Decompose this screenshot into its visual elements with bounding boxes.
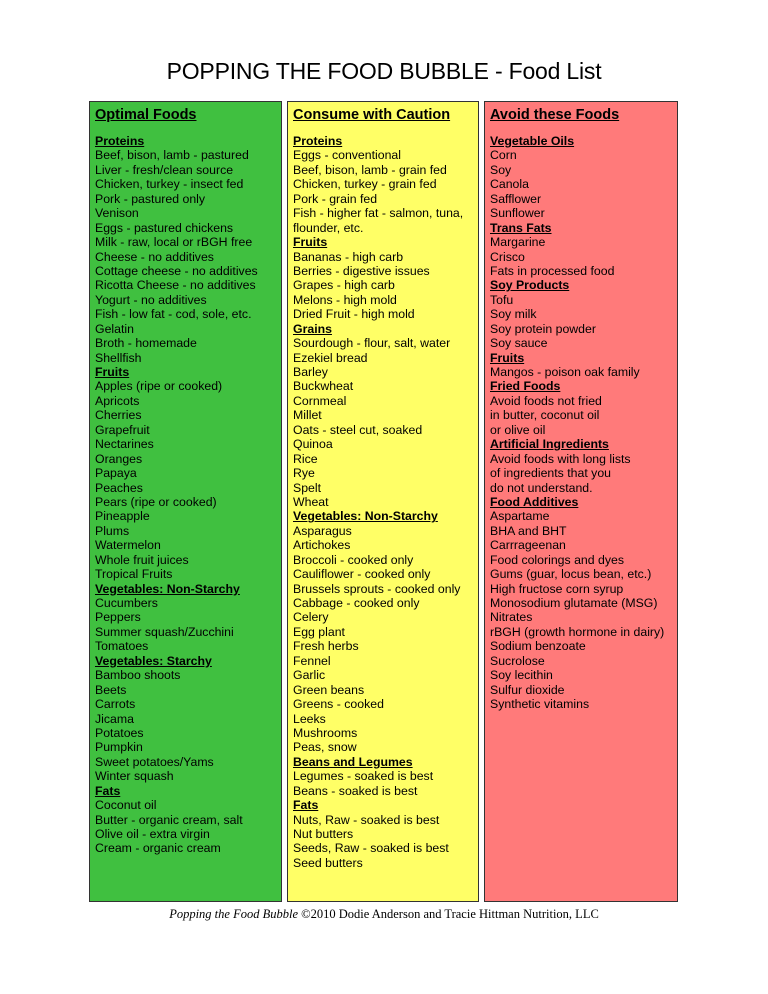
food-item: Corn	[490, 148, 517, 163]
food-item: Pork - pastured only	[95, 191, 206, 206]
food-item: Wheat	[293, 494, 329, 509]
food-item: Venison	[95, 206, 139, 221]
food-item: Tomatoes	[95, 639, 149, 654]
food-item: Sodium benzoate	[490, 639, 586, 654]
column-body-avoid	[485, 125, 677, 712]
page-title: POPPING THE FOOD BUBBLE - Food List	[166, 58, 602, 84]
food-item: Nuts, Raw - soaked is best	[293, 812, 440, 827]
food-item: Fish - low fat - cod, sole, etc.	[95, 307, 252, 322]
food-item: Sulfur dioxide	[490, 682, 565, 697]
food-item: Peaches	[95, 480, 143, 495]
food-item: Avoid foods with long lists	[490, 451, 631, 466]
food-item: Bamboo shoots	[95, 668, 181, 683]
category-heading: Fried Foods	[490, 379, 561, 394]
food-item: Sourdough - flour, salt, water	[293, 336, 451, 351]
food-item: Carrrageenan	[490, 538, 566, 553]
food-item: Apricots	[95, 393, 140, 408]
food-item: Buckwheat	[293, 379, 354, 394]
food-item: Whole fruit juices	[95, 552, 189, 567]
food-item: Crisco	[490, 249, 525, 264]
food-item: Bananas - high carb	[293, 249, 404, 264]
food-item: rBGH (growth hormone in dairy)	[490, 624, 665, 639]
food-item: Rice	[293, 451, 318, 466]
food-item: Broth - homemade	[95, 336, 197, 351]
food-item: Yogurt - no additives	[95, 292, 207, 307]
food-item: Beets	[95, 682, 127, 697]
food-item: Ezekiel bread	[293, 350, 368, 365]
food-item: Cornmeal	[293, 393, 347, 408]
food-item: Cream - organic cream	[95, 841, 221, 856]
food-item: Garlic	[293, 668, 326, 683]
food-item: Celery	[293, 610, 329, 625]
food-item: Grapes - high carb	[293, 278, 395, 293]
food-item: Chicken, turkey - grain fed	[293, 177, 437, 192]
food-item: Millet	[293, 408, 322, 423]
food-item: Barley	[293, 365, 328, 379]
food-item: Nectarines	[95, 437, 154, 452]
food-item: Eggs - pastured chickens	[95, 220, 234, 235]
food-item: in butter, coconut oil	[490, 408, 600, 423]
food-item: Sunflower	[490, 206, 545, 221]
food-item: Beans - soaked is best	[293, 783, 418, 798]
food-item: Artichokes	[293, 538, 351, 553]
food-item: Legumes - soaked is best	[293, 769, 434, 784]
food-item: Nut butters	[293, 827, 354, 841]
food-item: Peas, snow	[293, 740, 357, 755]
column-optimal-foods	[89, 101, 282, 902]
category-heading: Artificial Ingredients	[490, 437, 609, 452]
food-item: Fresh herbs	[293, 639, 359, 654]
food-item: Berries - digestive issues	[293, 263, 430, 278]
food-item: Canola	[490, 177, 529, 192]
food-item: Potatoes	[95, 725, 144, 740]
food-item: Seed butters	[293, 855, 363, 870]
food-item: Tropical Fruits	[95, 567, 173, 582]
food-item: Pumpkin	[95, 740, 143, 755]
category-heading: Food Additives	[490, 494, 579, 509]
category-heading: Soy Products	[490, 278, 570, 293]
food-item: Cucumbers	[95, 596, 158, 610]
food-item: Asparagus	[293, 523, 352, 538]
food-item: Liver - fresh/clean source	[95, 162, 234, 177]
footer-rest: ©2010 Dodie Anderson and Tracie Hittman Nutrition, LLC	[298, 907, 599, 921]
food-item: Olive oil - extra virgin	[95, 827, 210, 841]
food-item: Aspartame	[490, 509, 550, 524]
food-item: Grapefruit	[95, 422, 150, 437]
food-item: Melons - high mold	[293, 292, 397, 307]
food-item: Butter - organic cream, salt	[95, 812, 243, 827]
column-avoid-foods	[484, 101, 678, 902]
food-item: flounder, etc.	[293, 220, 364, 235]
food-item: Cherries	[95, 408, 142, 423]
food-item: High fructose corn syrup	[490, 581, 624, 596]
food-item: Cabbage - cooked only	[293, 596, 420, 610]
food-item: Sweet potatoes/Yams	[95, 754, 214, 769]
food-item: Mangos - poison oak family	[490, 365, 640, 379]
category-heading: Vegetables: Non-Starchy	[293, 509, 438, 524]
column-header-avoid: Avoid these Foods	[490, 107, 620, 123]
food-item: BHA and BHT	[490, 523, 567, 538]
food-item: Egg plant	[293, 624, 345, 639]
food-item: Safflower	[490, 191, 542, 206]
food-item: Green beans	[293, 682, 365, 697]
food-item: Margarine	[490, 235, 546, 250]
food-item: Avoid foods not fried	[490, 393, 602, 408]
category-heading: Fruits	[293, 235, 328, 250]
food-item: Mushrooms	[293, 725, 358, 740]
food-item: Plums	[95, 523, 130, 538]
food-item: Soy lecithin	[490, 668, 553, 683]
category-heading: Fats	[293, 798, 319, 813]
food-item: Pork - grain fed	[293, 191, 378, 206]
food-item: Cottage cheese - no additives	[95, 263, 258, 278]
footer-italic-title: Popping the Food Bubble	[169, 907, 298, 921]
category-heading: Trans Fats	[490, 220, 552, 235]
category-heading: Vegetables: Non-Starchy	[95, 581, 240, 596]
food-item: Oranges	[95, 451, 143, 466]
category-heading: Grains	[293, 321, 332, 336]
food-item: Gums (guar, locus bean, etc.)	[490, 567, 652, 582]
food-item: Beef, bison, lamb - grain fed	[293, 162, 447, 177]
food-item: Shellfish	[95, 350, 142, 365]
food-item: Jicama	[95, 711, 134, 726]
category-heading: Fruits	[95, 365, 130, 379]
food-item: Greens - cooked	[293, 697, 384, 712]
food-item: Soy protein powder	[490, 321, 596, 336]
column-body-optimal	[90, 125, 281, 856]
food-item: do not understand.	[490, 480, 593, 495]
food-item: of ingredients that you	[490, 466, 611, 481]
category-heading: Proteins	[95, 134, 145, 148]
food-item: Fish - higher fat - salmon, tuna,	[293, 206, 464, 221]
food-item: Gelatin	[95, 321, 134, 336]
category-heading: Proteins	[293, 134, 343, 148]
food-item: Milk - raw, local or rBGH free	[95, 235, 253, 250]
food-item: Peppers	[95, 610, 141, 625]
category-heading: Vegetable Oils	[490, 134, 575, 148]
food-item: Soy	[490, 162, 512, 177]
food-item: Eggs - conventional	[293, 148, 402, 163]
category-heading: Vegetables: Starchy	[95, 653, 212, 668]
food-item: Apples (ripe or cooked)	[95, 379, 223, 394]
food-item: Beef, bison, lamb - pastured	[95, 148, 249, 163]
food-item: Watermelon	[95, 538, 161, 553]
category-heading: Beans and Legumes	[293, 754, 413, 769]
food-item: Tofu	[490, 292, 514, 307]
food-item: Dried Fruit - high mold	[293, 307, 415, 322]
food-item: Rye	[293, 466, 315, 481]
food-item: Oats - steel cut, soaked	[293, 422, 423, 437]
category-heading: Fats	[95, 783, 121, 798]
food-item: Cauliflower - cooked only	[293, 567, 431, 582]
column-body-caution	[288, 125, 478, 870]
food-item: Fennel	[293, 653, 331, 668]
food-item: Monosodium glutamate (MSG)	[490, 596, 658, 610]
food-item: Winter squash	[95, 769, 174, 784]
food-item: Papaya	[95, 466, 137, 481]
food-item: Pineapple	[95, 509, 150, 524]
food-item: Food colorings and dyes	[490, 552, 624, 567]
column-consume-with-caution	[287, 101, 479, 902]
food-item: Coconut oil	[95, 798, 157, 813]
food-item: Spelt	[293, 480, 322, 495]
food-item: Soy milk	[490, 307, 537, 322]
food-item: Nitrates	[490, 610, 533, 625]
food-item: Carrots	[95, 697, 136, 712]
food-item: Cheese - no additives	[95, 249, 214, 264]
food-item: Broccoli - cooked only	[293, 552, 414, 567]
food-item: Brussels sprouts - cooked only	[293, 581, 461, 596]
food-item: Synthetic vitamins	[490, 697, 590, 712]
food-item: Ricotta Cheese - no additives	[95, 278, 256, 293]
food-item: Chicken, turkey - insect fed	[95, 177, 244, 192]
column-header-caution: Consume with Caution	[293, 107, 451, 123]
footer-copyright	[0, 907, 768, 922]
food-item: Seeds, Raw - soaked is best	[293, 841, 449, 856]
food-item: Summer squash/Zucchini	[95, 624, 234, 639]
food-item: Pears (ripe or cooked)	[95, 494, 217, 509]
food-item: Quinoa	[293, 437, 333, 452]
food-item: Fats in processed food	[490, 263, 615, 278]
column-header-optimal: Optimal Foods	[95, 107, 197, 123]
food-item: Soy sauce	[490, 336, 548, 351]
food-item: or olive oil	[490, 422, 546, 437]
food-item: Sucrolose	[490, 653, 545, 668]
food-item: Leeks	[293, 711, 326, 726]
category-heading: Fruits	[490, 350, 525, 365]
